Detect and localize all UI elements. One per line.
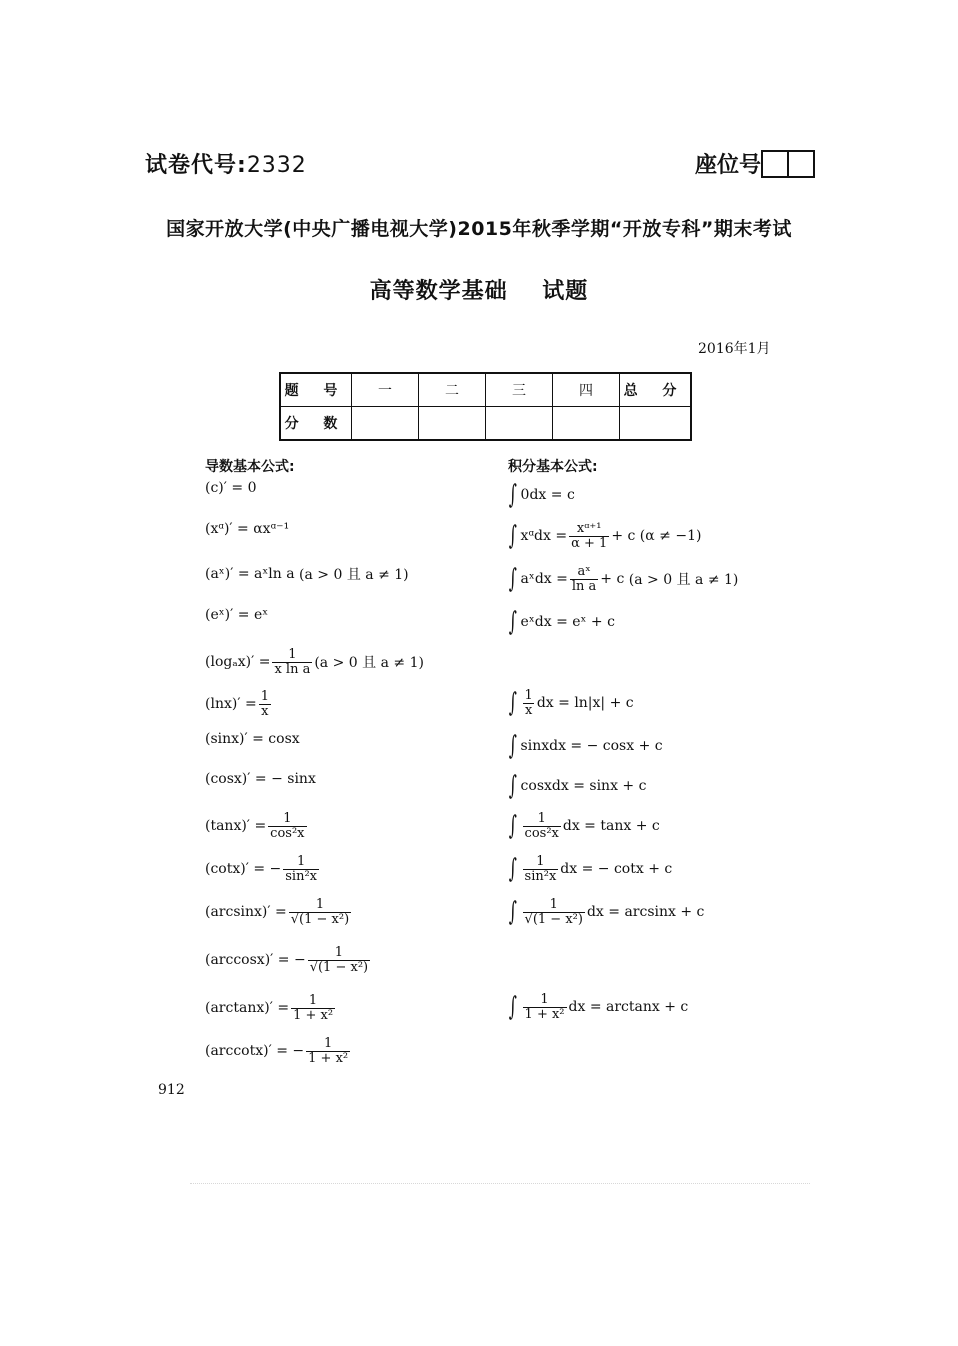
score-table-header-row [280,373,691,407]
formula-tail: + c [600,571,625,588]
derivative-formula [205,771,316,787]
score-cell[interactable] [352,407,419,441]
formula-condition: (a > 0 且 a ≠ 1) [299,567,409,583]
derivative-formula [205,898,353,926]
denominator: 1 + x² [524,1006,565,1022]
seat-number [695,148,815,179]
denominator: sin²x [524,868,557,884]
formula-text: (arccotx)′ = − [205,1043,305,1060]
integral-sign-icon: ∫ [508,992,517,1023]
formula-text: (c)′ = 0 [205,480,257,496]
derivative-formula [205,521,289,537]
numerator: 1 [540,992,549,1007]
numerator: 1 [323,1036,333,1051]
derivative-formula [205,607,268,623]
formula-text: (cotx)′ = − [205,861,282,878]
integral-formula [506,482,575,508]
derivative-formula [205,812,309,840]
denominator: 1 + x² [293,1007,334,1023]
integral-sign-icon: ∫ [508,731,517,761]
fraction [523,855,559,883]
formula-text: (lnx)′ = [205,696,257,713]
fraction [289,898,351,926]
score-table-header-cell: 四 [553,373,620,407]
numerator: 1 [536,854,545,869]
integral-formula [506,812,660,840]
numerator: 1 [297,854,306,869]
integral-sign-icon: ∫ [508,811,517,842]
formula-text: (logₐx)′ = [205,654,271,671]
formula-text: dx = tanx + c [562,818,660,835]
integral-sign-icon: ∫ [508,521,517,552]
denominator: α + 1 [571,535,608,551]
derivative-formula [205,731,300,747]
numerator: xᵅ⁺¹ [576,521,602,536]
formula-text: eˣdx = eˣ + c [520,614,615,630]
numerator: 1 [537,811,546,826]
denominator: sin²x [285,868,318,884]
numerator: 1 [288,647,297,662]
score-table-header-cell: 一 [352,373,419,407]
integral-sign-icon: ∫ [508,480,517,510]
derivative-formula [205,648,424,676]
denominator: 1 + x² [308,1050,349,1066]
denominator: √(1 − x²) [290,911,350,927]
derivative-formula [205,1037,352,1065]
fraction [272,648,312,676]
score-table-score-row [280,407,691,441]
derivative-formula [205,946,372,974]
paper-code-label: 试卷代号: [145,153,247,178]
fraction [308,946,370,974]
paper-code [145,148,307,179]
score-cell[interactable] [486,407,553,441]
formula-text: (sinx)′ = cosx [205,731,300,747]
integral-formula [506,609,615,635]
numerator: 1 [283,811,292,826]
integrals-heading: 积分基本公式: [508,459,598,475]
formula-condition: (a > 0 且 a ≠ 1) [628,572,739,589]
fraction [283,855,319,883]
integral-sign-icon: ∫ [508,854,517,885]
numerator: 1 [524,688,533,703]
denominator: √(1 − x²) [309,959,369,975]
integral-formula [506,733,663,759]
integral-sign-icon: ∫ [508,607,517,637]
formula-text: dx = arcsinx + c [586,904,705,921]
score-cell[interactable] [553,407,620,441]
university-line: 国家开放大学(中央广播电视大学)2015年秋季学期“开放专科”期末考试 [166,218,792,240]
score-row-label: 分 数 [280,407,352,441]
derivative-formula [205,994,337,1022]
numerator: 1 [334,945,344,960]
fraction [569,522,609,550]
score-cell[interactable] [620,407,692,441]
numerator: aˣ [577,564,591,579]
formula-tail: + c [611,528,636,545]
derivative-formula [205,480,256,496]
integral-formula [506,522,701,550]
numerator: 1 [308,993,318,1008]
fraction [523,812,561,840]
integral-sign-icon: ∫ [508,897,517,928]
fraction [259,690,271,718]
score-table-header-cell: 总 分 [620,373,692,407]
denominator: x ln a [274,661,311,677]
formula-text: (aˣ)′ = aˣln a [205,566,295,582]
formula-text: cosxdx = sinx + c [520,778,647,794]
derivatives-heading: 导数基本公式: [205,459,295,475]
integral-sign-icon: ∫ [508,688,517,719]
denominator: √(1 − x²) [524,911,583,927]
formula-text: dx = − cotx + c [560,861,673,878]
score-table-header-cell: 三 [486,373,553,407]
integral-sign-icon: ∫ [508,564,517,595]
formula-condition: (α ≠ −1) [639,528,702,545]
integral-formula [506,993,688,1021]
fraction [306,1037,350,1065]
formula-condition: (a > 0 且 a ≠ 1) [314,655,424,672]
paper-code-value: 2332 [246,153,307,178]
seat-box [761,150,789,178]
formula-text: (arccosx)′ = − [205,952,306,969]
formula-text: (xᵅ)′ = αxᵅ⁻¹ [205,521,290,537]
integral-formula [506,565,738,593]
formula-text: dx = ln|x| + c [536,695,634,712]
derivative-formula [205,855,321,883]
denominator: cos²x [524,825,559,841]
numerator: 1 [549,897,558,912]
numerator: 1 [315,897,325,912]
fraction [523,689,535,717]
fraction [570,565,598,593]
formula-text: (cosx)′ = − sinx [205,771,316,787]
fraction [268,812,306,840]
fraction [523,993,567,1021]
formula-text: dx = arctanx + c [568,999,689,1016]
derivative-formula [205,564,409,584]
integral-formula [506,689,634,717]
denominator: ln a [571,578,597,594]
faint-scan-line [190,1183,810,1184]
denominator: x [525,702,533,718]
numerator: 1 [260,689,269,704]
score-table-header-cell: 二 [419,373,486,407]
fraction [523,898,585,926]
derivative-formula [205,690,273,718]
denominator: x [261,703,269,719]
score-table [279,372,692,441]
page-number: 912 [158,1082,185,1098]
integral-sign-icon: ∫ [508,771,517,801]
score-cell[interactable] [419,407,486,441]
integral-formula [506,773,646,799]
seat-box [787,150,815,178]
denominator: cos²x [270,825,305,841]
score-table-header-cell: 题 号 [280,373,352,407]
formula-text: xᵅdx = [520,528,568,545]
formula-text: 0dx = c [520,487,575,503]
formula-text: sinxdx = − cosx + c [520,738,663,754]
fraction [291,994,335,1022]
formula-text: (arcsinx)′ = [205,904,287,921]
seat-boxes [763,150,815,178]
integral-formula [506,898,704,926]
seat-label: 座位号 [695,153,762,178]
formula-text: aˣdx = [520,571,568,588]
formula-text: (arctanx)′ = [205,1000,290,1017]
formula-text: (tanx)′ = [205,818,267,835]
exam-title: 高等数学基础 试题 [369,279,589,304]
exam-date: 2016年1月 [698,341,771,357]
formula-text: (eˣ)′ = eˣ [205,607,269,623]
integral-formula [506,855,672,883]
